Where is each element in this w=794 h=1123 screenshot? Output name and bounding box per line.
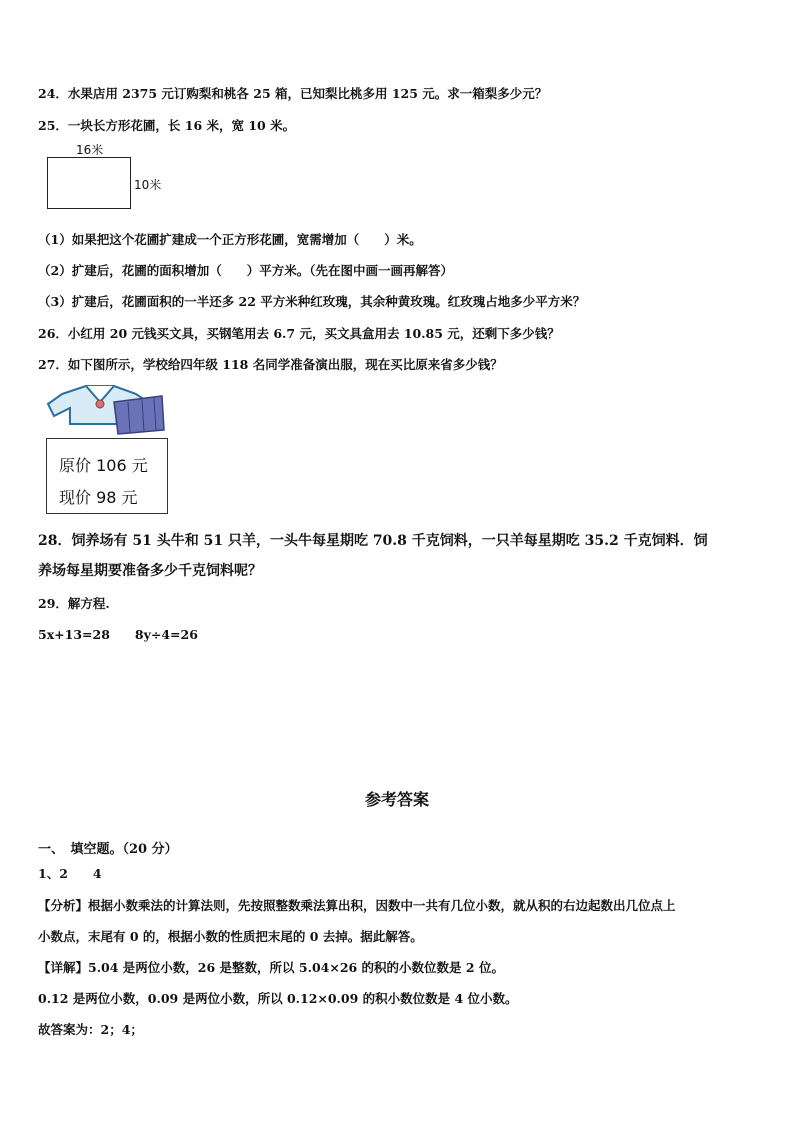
- detail-line1: 【详解】5.04 是两位小数，26 是整数，所以 5.04×26 的积的小数位数是 2 位。: [38, 960, 504, 975]
- garden-length-label: 16米: [76, 143, 104, 157]
- q29-text: 29．解方程.: [38, 596, 110, 611]
- analysis-line2: 小数点，末尾有 0 的，根据小数的性质把末尾的 0 去掉。据此解答。: [38, 929, 423, 944]
- q28-line1: 28．饲养场有 51 头牛和 51 只羊，一头牛每星期吃 70.8 千克饲料，一只羊每星期吃 35.2 千克饲料．饲: [38, 533, 708, 549]
- conclusion: 故答案为：2；4；: [38, 1022, 143, 1037]
- q25-part1: （1）如果把这个花圃扩建成一个正方形花圃，宽需增加（ ）米。: [38, 232, 422, 247]
- analysis-line1: 【分析】根据小数乘法的计算法则，先按照整数乘法算出积，因数中一共有几位小数，就从积的右边起数出几位点上: [38, 898, 676, 913]
- garden-width-label: 10米: [134, 178, 162, 192]
- detail-line2: 0.12 是两位小数，0.09 是两位小数，所以 0.12×0.09 的积小数位数是 4 位小数。: [38, 991, 518, 1006]
- current-price: 现价 98 元: [59, 488, 138, 507]
- q29-equations: 5x+13=28 8y÷4=26: [38, 627, 198, 642]
- original-price: 原价 106 元: [59, 456, 148, 475]
- costume-icon: [44, 380, 168, 440]
- q28-line2: 养场每星期要准备多少千克饲料呢？: [38, 563, 262, 579]
- q24-text: 24．水果店用 2375 元订购梨和桃各 25 箱，已知梨比桃多用 125 元。求一箱梨多少元？: [38, 86, 548, 101]
- answer-section: 一、 填空题。（20 分）: [38, 842, 178, 857]
- q26-text: 26．小红用 20 元钱买文具，买钢笔用去 6.7 元，买文具盒用去 10.85 元，还剩下多少钱？: [38, 326, 560, 341]
- q25-part2: （2）扩建后，花圃的面积增加（ ）平方米。（先在图中画一画再解答）: [38, 263, 453, 278]
- answer-1: 1、2 4: [38, 866, 102, 881]
- garden-rectangle: [47, 157, 131, 209]
- q25-part3: （3）扩建后，花圃面积的一半还多 22 平方米种红玫瑰，其余种黄玫瑰。红玫瑰占地多少平方米？: [38, 294, 586, 309]
- q25-text: 25．一块长方形花圃，长 16 米，宽 10 米。: [38, 118, 296, 133]
- price-box: [46, 438, 168, 514]
- q27-text: 27．如下图所示，学校给四年级 118 名同学准备演出服，现在买比原来省多少钱？: [38, 357, 503, 372]
- answer-title: 参考答案: [364, 790, 429, 809]
